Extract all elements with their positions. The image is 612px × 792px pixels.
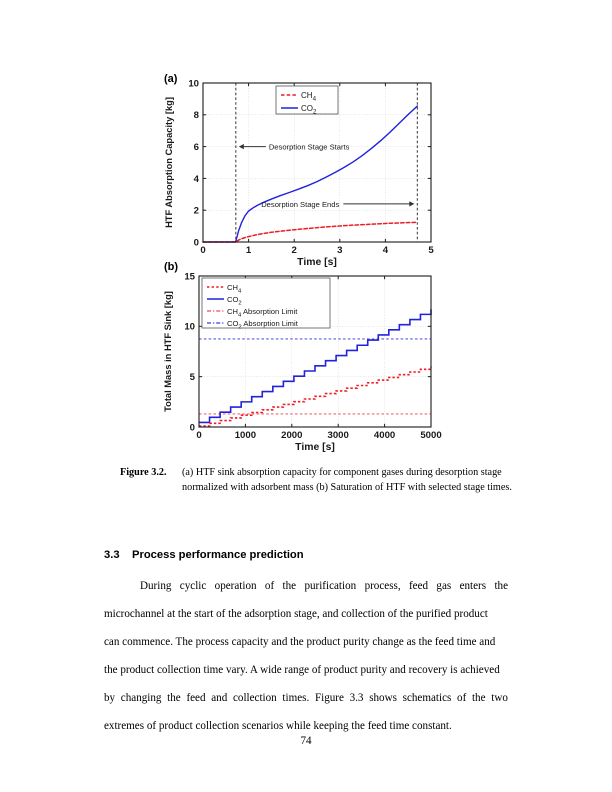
- legend-label-ch-4-absorption-limit: $CH_4$ Absorption Limit: [227, 307, 298, 319]
- chart-b-svg: [160, 258, 450, 463]
- paragraph-line: [104, 684, 508, 712]
- paragraph-line: the product collection time vary. A wide range of product purity and recovery is achieved: [104, 664, 500, 676]
- chart-a-svg: [160, 70, 450, 268]
- y-tick-label-b: 10: [184, 321, 195, 333]
- x-axis-title-b: Time [s]: [295, 442, 335, 453]
- legend-label-ch-4: $CH_4$: [227, 283, 242, 295]
- paragraph-word: the: [471, 692, 486, 704]
- x-tick-label-a: 3: [337, 245, 343, 256]
- paragraph-line: microchannel at the start of the adsorption stage, and collection of the purified product: [104, 608, 488, 620]
- annotation-desorption-start: Desorption Stage Starts: [268, 142, 350, 152]
- x-tick-label-a: 5: [428, 245, 434, 256]
- paragraph-word: gas: [436, 580, 452, 592]
- section-number: 3.3: [104, 549, 120, 561]
- body-paragraph: [104, 572, 508, 740]
- y-tick-label-a: 0: [193, 237, 199, 249]
- y-tick-label-a: 6: [193, 142, 199, 153]
- paragraph-word: 3.3: [349, 692, 364, 704]
- y-axis-title-a: HTF Absorption Capacity [kg]: [164, 97, 174, 228]
- paragraph-word: the: [167, 692, 181, 704]
- paragraph-word: operation: [214, 580, 257, 592]
- y-tick-label-a: 4: [193, 173, 199, 185]
- x-tick-label-b: 2000: [281, 430, 303, 441]
- paragraph-word: During: [140, 580, 172, 592]
- x-tick-label-a: 1: [245, 245, 252, 256]
- x-tick-label-a: 4: [382, 245, 389, 256]
- figure-caption: [120, 466, 520, 495]
- series-staircase-ch-4: [199, 367, 431, 426]
- legend-label-ch4: $CH_4$: [301, 91, 317, 103]
- x-tick-label-b: 0: [196, 430, 202, 441]
- paragraph-word: and: [211, 692, 228, 704]
- y-tick-label-a: 2: [193, 205, 199, 217]
- paragraph-word: changing: [120, 692, 162, 704]
- chart-panel-a: [160, 70, 450, 268]
- paragraph-line: can commence. The process capacity and the product purity change as the feed time and: [104, 636, 496, 648]
- paragraph-word: the: [494, 580, 508, 592]
- x-tick-label-b: 3000: [327, 430, 349, 441]
- paragraph-word: enters: [459, 580, 487, 592]
- chart-panel-b: [160, 258, 450, 463]
- page-number: 74: [300, 735, 312, 747]
- paragraph-word: process,: [364, 580, 401, 592]
- y-tick-label-a: 10: [188, 78, 199, 90]
- panel-label-a: (a): [164, 73, 178, 85]
- legend-label-co-2-absorption-limit: $CO_2$ Absorption Limit: [227, 319, 298, 331]
- paragraph-word: feed: [186, 692, 206, 704]
- paragraph-word: by: [104, 692, 116, 704]
- legend-label-co-2: $CO_2$: [227, 295, 242, 307]
- y-tick-label-a: 8: [193, 110, 199, 122]
- paragraph-word: two: [491, 692, 508, 704]
- paragraph-line: [104, 572, 508, 600]
- section-title: Process performance prediction: [132, 549, 304, 561]
- x-tick-label-b: 1000: [234, 430, 257, 441]
- paragraph-word: purification: [304, 580, 357, 592]
- y-tick-label-b: 0: [189, 422, 195, 434]
- paragraph-word: cyclic: [179, 580, 207, 592]
- annotation-desorption-end: Desorption Stage Ends: [261, 199, 340, 209]
- x-tick-label-b: 4000: [373, 430, 396, 441]
- figure-caption-label: Figure 3.2.: [120, 467, 167, 478]
- paragraph-word: collection: [232, 692, 277, 704]
- y-tick-label-b: 5: [189, 372, 195, 384]
- x-tick-label-a: 2: [291, 245, 297, 256]
- y-tick-label-b: 15: [184, 271, 195, 283]
- paragraph-word: feed: [408, 580, 429, 592]
- paragraph-word: of: [264, 580, 275, 592]
- legend-b: [202, 278, 330, 330]
- x-tick-label-b: 5000: [420, 430, 442, 441]
- paragraph-word: schematics: [402, 692, 452, 704]
- legend-label-co2: $CO_2$: [301, 104, 317, 116]
- panel-label-b: (b): [164, 261, 179, 273]
- x-tick-label-a: 0: [200, 245, 206, 256]
- figure-caption-text: (a) HTF sink absorption capacity for component gases during desorption stage normalized with adsorbent mass (b) Saturation of HTF with selected stage times.: [182, 467, 512, 493]
- y-axis-title-b: Total Mass in HTF Sink [kg]: [163, 291, 173, 412]
- paragraph-word: of: [457, 692, 467, 704]
- paragraph-line: extremes of product collection scenarios while keeping the feed time constant.: [104, 720, 452, 732]
- x-axis-title-a: Time [s]: [297, 257, 337, 268]
- paragraph-word: Figure: [314, 692, 344, 704]
- paragraph-word: the: [282, 580, 297, 592]
- section-heading: [104, 549, 304, 561]
- paragraph-word: shows: [369, 692, 397, 704]
- legend-a: [276, 86, 338, 116]
- paragraph-word: times.: [282, 692, 310, 704]
